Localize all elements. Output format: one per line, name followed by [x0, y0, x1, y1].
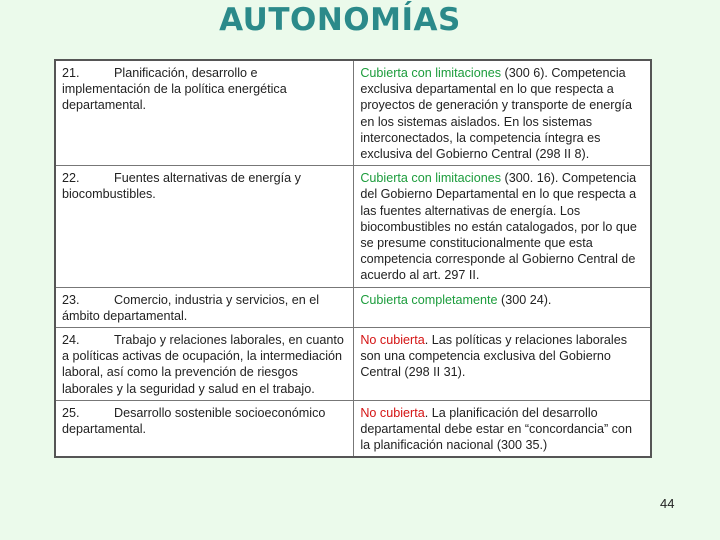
status-detail: (300 24).: [497, 292, 552, 307]
item-text: Desarrollo sostenible socioeconómico departamental.: [62, 405, 326, 437]
table-row: [55, 287, 651, 327]
item-text: Trabajo y relaciones laborales, en cuanto a políticas activas de ocupación, la intermediación laboral, así como la prevención de riesgos laborales y la seguridad y salud en el trabajo.: [62, 333, 344, 396]
competence-cell: [55, 60, 354, 166]
item-text: Planificación, desarrollo e implementación de la política energética departamental.: [62, 66, 287, 113]
status-detail: (300 6). Competencia exclusiva departamental en lo que respecta a proyectos de generación y transporte de energía en los sistemas aislados. En los sistemas interconectados, la competencia íntegra es exclusiva del Gobierno Central (298 II 8).: [360, 66, 632, 162]
item-number: 22.: [62, 171, 80, 186]
status-cell: [354, 328, 651, 401]
status-label: Cubierta completamente: [360, 292, 498, 307]
item-number: 25.: [62, 405, 80, 420]
competence-cell: [55, 166, 354, 287]
competence-cell: [55, 328, 354, 401]
table-row: [55, 328, 651, 401]
page-title: AUTONOMÍAS: [219, 2, 461, 38]
item-text: Fuentes alternativas de energía y biocombustibles.: [62, 171, 301, 202]
status-cell: [354, 166, 651, 287]
table-row: [55, 166, 651, 287]
table-row: [55, 60, 651, 166]
autonomias-table: [54, 59, 652, 458]
status-cell: [354, 287, 651, 327]
competence-cell: [55, 400, 354, 457]
competence-cell: [55, 287, 354, 327]
status-detail: (300. 16). Competencia del Gobierno Departamental en lo que respecta a las fuentes alternativas de energía. Los biocombustibles no están catalogados, por lo que se presume constitucionalmente que esta competencia corresponde al Gobierno Central de acuerdo al art. 297 II.: [360, 171, 637, 283]
status-detail: . Las políticas y relaciones laborales son una competencia exclusiva del Gobierno Central (298 II 31).: [360, 333, 628, 380]
status-cell: [354, 400, 651, 457]
status-label: Cubierta con limitaciones: [360, 171, 502, 186]
item-number: 23.: [62, 292, 80, 307]
item-text: Comercio, industria y servicios, en el ámbito departamental.: [62, 292, 320, 323]
item-number: 21.: [62, 66, 80, 80]
status-label: No cubierta: [360, 333, 425, 348]
item-number: 24.: [62, 333, 80, 348]
status-cell: [354, 60, 651, 166]
status-detail: . La planificación del desarrollo departamental debe estar en “concordancia” con la planificación nacional (300 35.): [360, 405, 632, 453]
table-row: [55, 400, 651, 457]
status-label: No cubierta: [360, 405, 425, 420]
page-number: 44: [660, 496, 675, 511]
status-label: Cubierta con limitaciones: [360, 66, 502, 80]
